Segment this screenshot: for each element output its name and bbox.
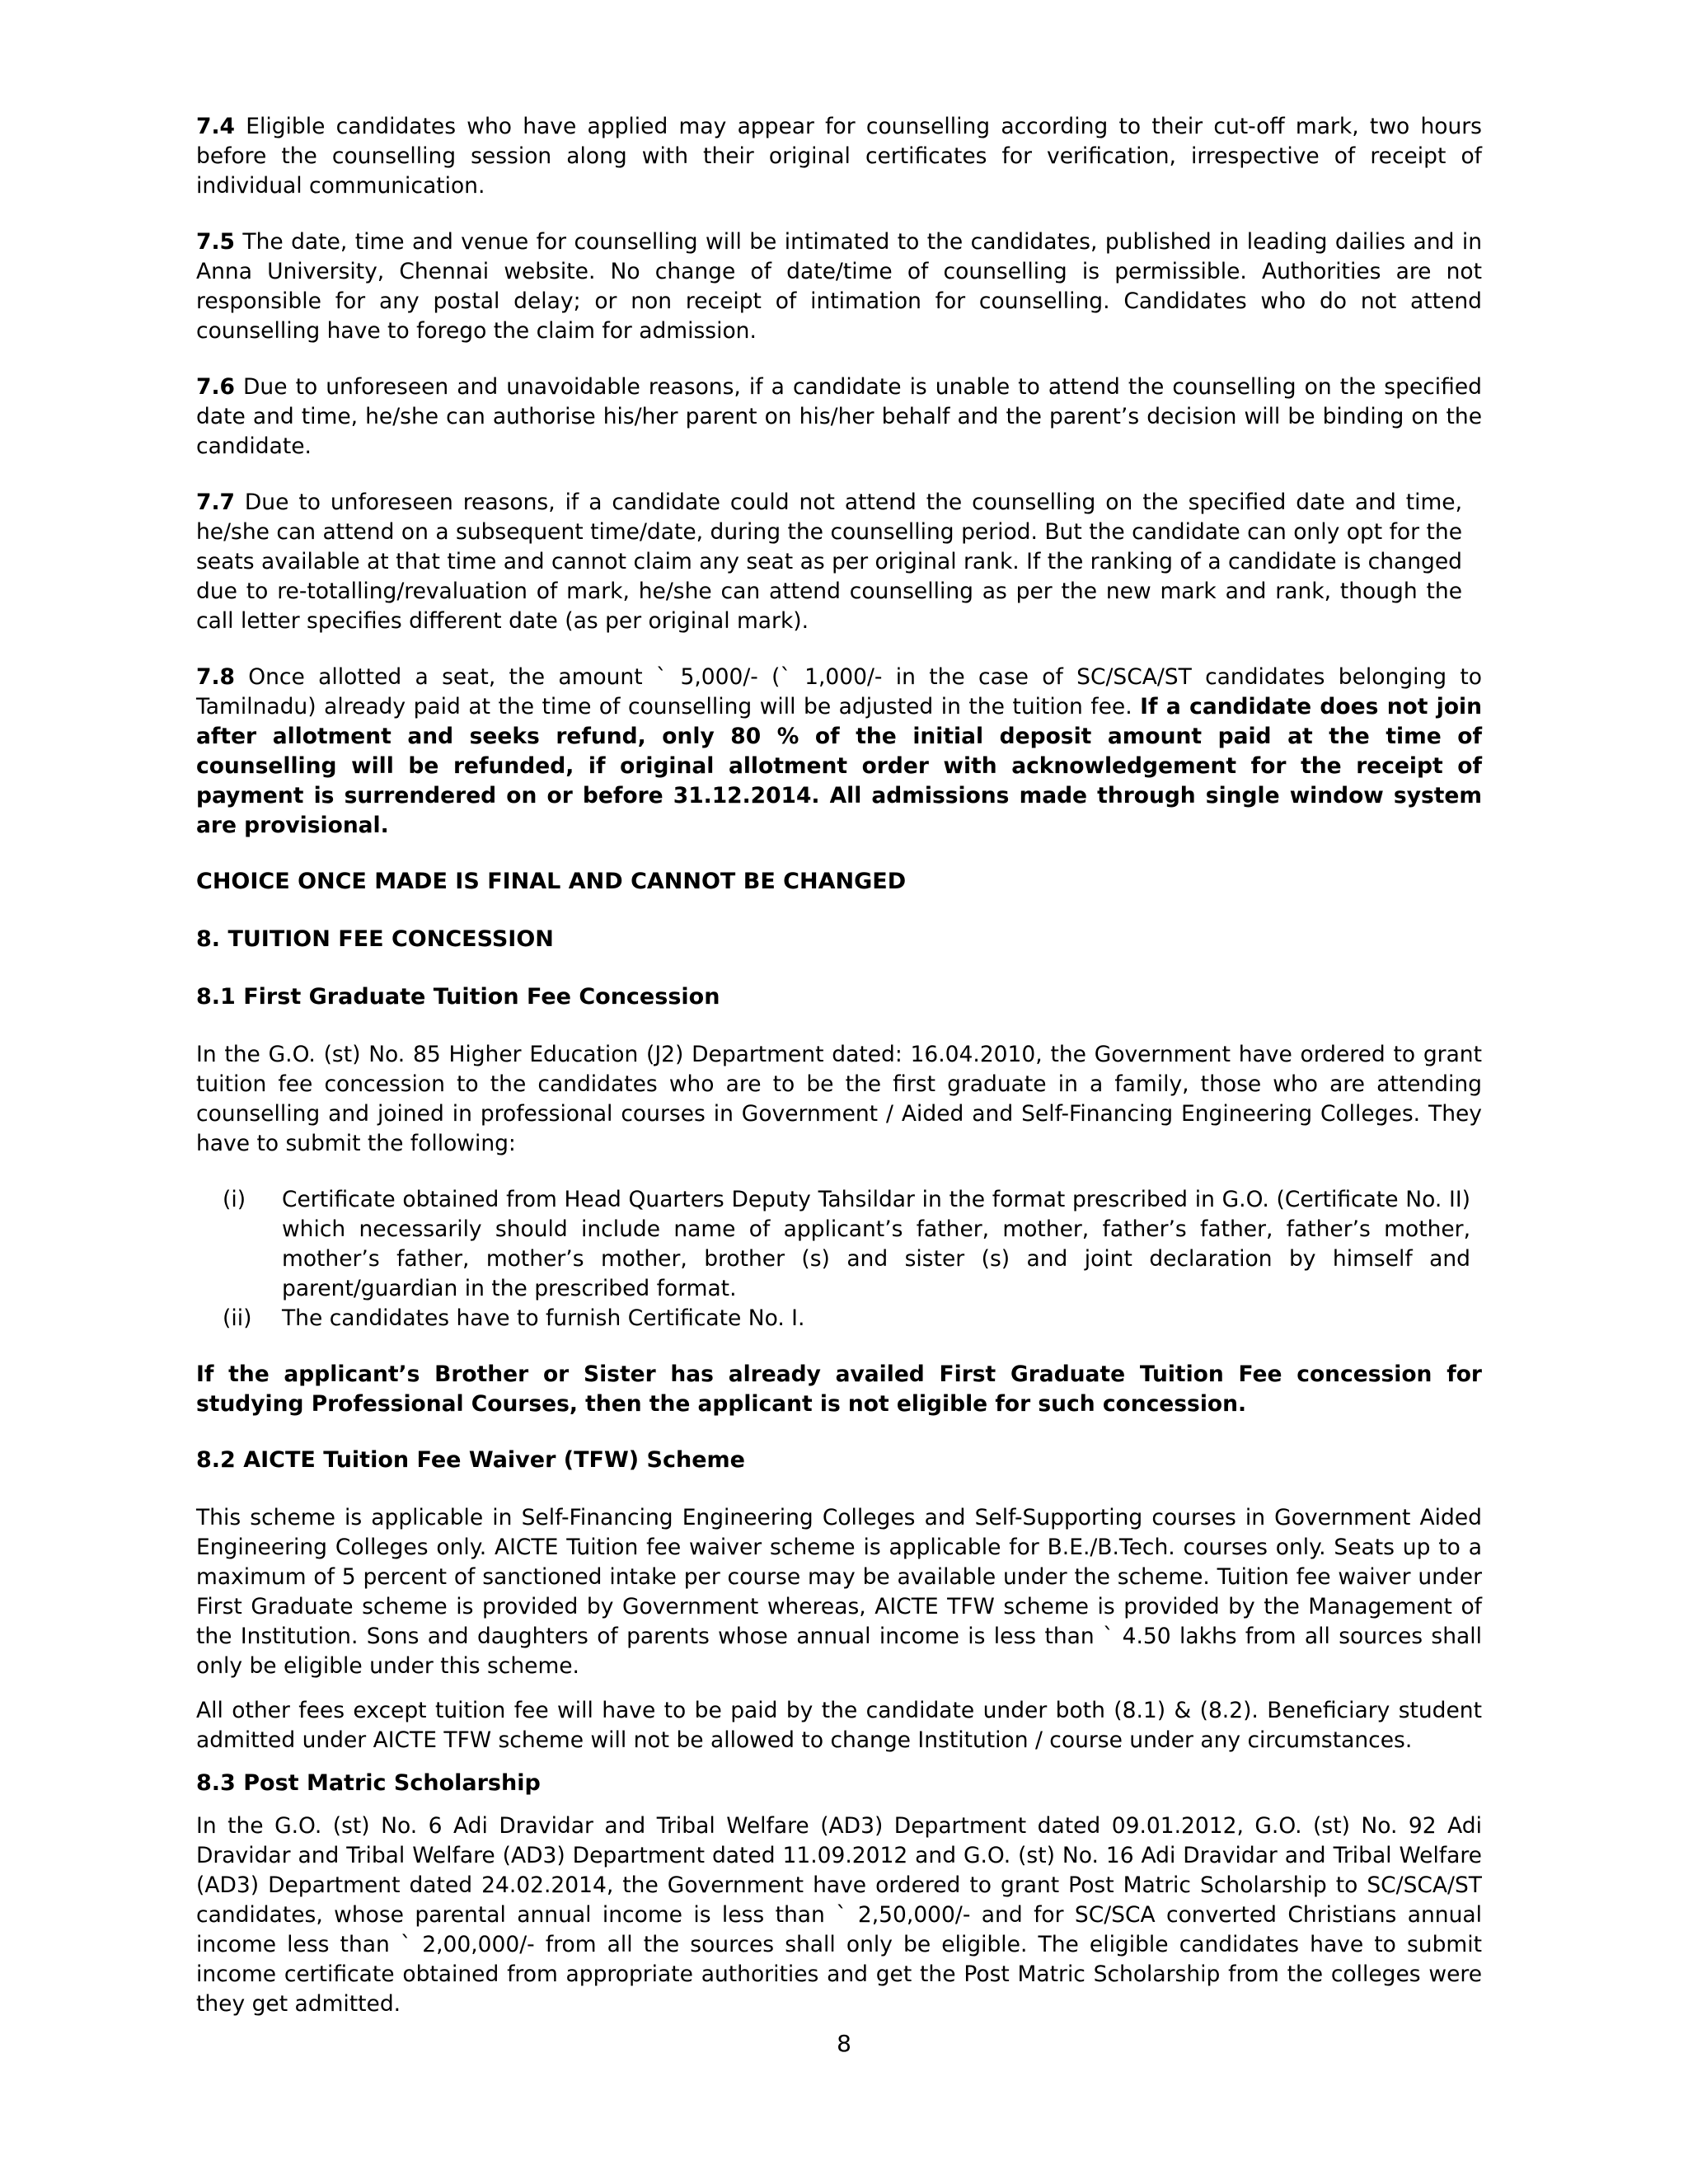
paragraph-8-2-b: All other fees except tuition fee will have to be paid by the candidate under both (8.1) & (8.2). Beneficiary student admitted under AICTE TFW scheme will not be allowed to change Institution / course under any circumstances.: [196, 1698, 1482, 1753]
list-item-text: The candidates have to furnish Certificate No. I.: [282, 1305, 805, 1331]
paragraph-8-3: In the G.O. (st) No. 6 Adi Dravidar and Tribal Welfare (AD3) Department dated 09.01.2012, G.O. (st) No. 92 Adi Dravidar and Tribal Welfare (AD3) Department dated 11.09.2012 and G.O. (st) No. 16 Adi Dravidar and Tribal Welfare (AD3) Department dated 24.02.2014, the Government have ordered to grant Post Matric Scholarship to SC/SCA/ST candidates, whose parental annual income is less than ` 2,50,000/- and for SC/SCA converted Christians annual income less than ` 2,00,000/- from all the sources shall only be eligible. The eligible candidates have to submit income certificate obtained from appropriate authorities and get the Post Matric Scholarship from the colleges were they get admitted.: [196, 1813, 1482, 2017]
section-heading-8-2: 8.2 AICTE Tuition Fee Waiver (TFW) Scheme: [196, 1447, 745, 1473]
paragraph-text: Due to unforeseen and unavoidable reasons, if a candidate is unable to attend the counselling on the specified date and time, he/she can authorise his/her parent on his/her behalf and the parent’s decision will be binding on the candidate.: [196, 374, 1482, 459]
paragraph-text: The date, time and venue for counselling will be intimated to the candidates, published in leading dailies and in Anna University, Chennai website. No change of date/time of counselling is permissible. Authorities are not responsible for any postal delay; or non receipt of intimation for counselling. Candidates who do not attend counselling have to forego the claim for admission.: [196, 229, 1482, 344]
paragraph-7-8: [196, 663, 1482, 841]
list-item: [196, 1304, 1482, 1333]
list-item: [196, 1185, 1482, 1304]
certificate-list: [196, 1185, 1482, 1333]
list-marker: (ii): [223, 1305, 252, 1331]
page-content: [196, 112, 1482, 2019]
section-heading-8-3: 8.3 Post Matric Scholarship: [196, 1770, 541, 1796]
eligibility-bold-notice: If the applicant’s Brother or Sister has already availed First Graduate Tuition Fee concession for studying Professional Courses, then the applicant is not eligible for such concession.: [196, 1361, 1482, 1417]
paragraph-7-7: [196, 488, 1482, 636]
section-number: 7.7: [196, 490, 235, 515]
section-heading-8-1: 8.1 First Graduate Tuition Fee Concession: [196, 984, 720, 1010]
section-number: 7.6: [196, 374, 235, 400]
refund-policy-bold-text: If a candidate does not join after allotment and seeks refund, only 80 % of the initial deposit amount paid at the time of counselling will be refunded, if original allotment order with acknowledgement for the receipt of payment is surrendered on or before 31.12.2014. All admissions made through single window system are provisional.: [196, 694, 1482, 838]
paragraph-8-2-a: This scheme is applicable in Self-Financing Engineering Colleges and Self-Supporting courses in Government Aided Engineering Colleges only. AICTE Tuition fee waiver scheme is applicable for B.E./B.Tech. courses only. Seats up to a maximum of 5 percent of sanctioned intake per course may be available under the scheme. Tuition fee waiver under First Graduate scheme is provided by Government whereas, AICTE TFW scheme is provided by the Management of the Institution. Sons and daughters of parents whose annual income is less than ` 4.50 lakhs from all sources shall only be eligible under this scheme.: [196, 1505, 1482, 1679]
paragraph-7-4: [196, 112, 1482, 201]
list-item-text: Certificate obtained from Head Quarters Deputy Tahsildar in the format prescribed in G.O. (Certificate No. II) which necessarily should include name of applicant’s father, mother, father’s father, father’s mother, mother’s father, mother’s mother, brother (s) and sister (s) and joint declaration by himself and parent/guardian in the prescribed format.: [282, 1187, 1470, 1301]
paragraph-text: Due to unforeseen reasons, if a candidate could not attend the counselling on the specified date and time, he/she can attend on a subsequent time/date, during the counselling period. But the candidate can only opt for the seats available at that time and cannot claim any seat as per original rank. If the ranking of a candidate is changed due to re-totalling/revaluation of mark, he/she can attend counselling as per the new mark and rank, though the call letter specifies different date (as per original mark).: [196, 490, 1462, 634]
choice-final-notice: CHOICE ONCE MADE IS FINAL AND CANNOT BE CHANGED: [196, 869, 907, 894]
paragraph-7-6: [196, 373, 1482, 462]
section-number: 7.5: [196, 229, 235, 255]
page-number: 8: [837, 2030, 851, 2057]
paragraph-text: Eligible candidates who have applied may appear for counselling according to their cut-off mark, two hours before the counselling session along with their original certificates for verification, irrespective of receipt of individual communication.: [196, 114, 1482, 199]
section-heading-8: 8. TUITION FEE CONCESSION: [196, 926, 554, 952]
paragraph-7-5: [196, 227, 1482, 346]
section-number: 7.8: [196, 664, 235, 690]
list-marker: (i): [223, 1187, 246, 1212]
paragraph-8-1: In the G.O. (st) No. 85 Higher Education (J2) Department dated: 16.04.2010, the Government have ordered to grant tuition fee concession to the candidates who are to be the first graduate in a family, those who are attending counselling and joined in professional courses in Government / Aided and Self-Financing Engineering Colleges. They have to submit the following:: [196, 1042, 1482, 1156]
section-number: 7.4: [196, 114, 235, 139]
paragraph-text: Once allotted a seat, the amount ` 5,000/- (` 1,000/- in the case of SC/SCA/ST candidates belonging to Tamilnadu) already paid at the time of counselling will be adjusted in the tuition fee.: [196, 664, 1482, 719]
